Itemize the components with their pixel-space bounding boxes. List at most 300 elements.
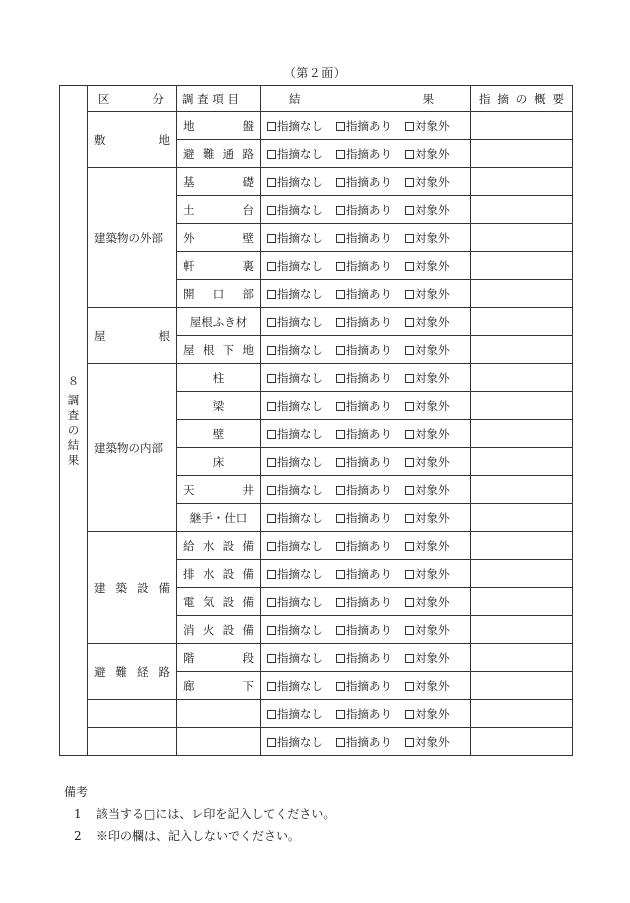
checkbox-icon[interactable] xyxy=(267,318,276,327)
item-char: 床 xyxy=(212,454,225,469)
item-cell xyxy=(177,392,261,420)
item-char: 路 xyxy=(242,146,254,161)
result-option[interactable] xyxy=(336,622,392,638)
checkbox-icon[interactable] xyxy=(267,402,276,411)
table-row xyxy=(60,644,573,672)
result-option[interactable] xyxy=(405,538,450,554)
checkbox-icon[interactable] xyxy=(336,570,345,579)
section-label xyxy=(68,374,80,468)
page-number-label: （第２面） xyxy=(283,66,347,80)
category-cell xyxy=(88,532,177,644)
item-cell xyxy=(177,336,261,364)
item-char: 段 xyxy=(242,650,254,665)
item-char: 地 xyxy=(242,342,254,357)
remarks-field[interactable] xyxy=(471,196,573,224)
result-option[interactable] xyxy=(267,174,323,190)
item-char: 備 xyxy=(242,594,254,609)
remarks-field[interactable] xyxy=(471,700,573,728)
result-option-label: 指摘なし xyxy=(277,538,323,553)
checkbox-icon[interactable] xyxy=(267,682,276,691)
result-option[interactable] xyxy=(405,370,450,386)
result-options xyxy=(261,448,471,476)
checkbox-icon[interactable] xyxy=(405,346,414,355)
checkbox-icon[interactable] xyxy=(405,318,414,327)
result-options xyxy=(261,392,471,420)
result-option-label: 指摘あり xyxy=(346,454,392,469)
result-option-label: 指摘あり xyxy=(346,174,392,189)
result-option-label: 指摘なし xyxy=(277,454,323,469)
result-option[interactable] xyxy=(267,370,323,386)
checkbox-icon[interactable] xyxy=(405,374,414,383)
category-cell xyxy=(88,168,177,308)
blank-row xyxy=(60,728,573,756)
result-option[interactable] xyxy=(267,706,323,722)
result-option-label: 対象外 xyxy=(415,342,450,357)
result-option-label: 対象外 xyxy=(415,146,450,161)
item-char: 天 xyxy=(183,482,195,497)
result-option[interactable] xyxy=(267,202,323,218)
note-number: 2 xyxy=(74,829,82,843)
section-label-char: ８ xyxy=(67,373,80,388)
item-cell xyxy=(177,112,261,140)
result-option[interactable] xyxy=(405,426,450,442)
category-char: 地 xyxy=(158,132,170,147)
result-option[interactable] xyxy=(405,566,450,582)
result-option[interactable] xyxy=(405,146,450,162)
remarks-field[interactable] xyxy=(471,448,573,476)
result-option[interactable] xyxy=(336,398,392,414)
result-option-label: 指摘なし xyxy=(277,706,323,721)
result-option[interactable] xyxy=(267,342,323,358)
item-cell xyxy=(177,168,261,196)
note-number: 1 xyxy=(74,807,82,821)
result-option[interactable] xyxy=(267,538,323,554)
checkbox-icon[interactable] xyxy=(267,542,276,551)
result-option[interactable] xyxy=(336,454,392,470)
result-option[interactable] xyxy=(336,202,392,218)
remarks-field[interactable] xyxy=(471,224,573,252)
result-option-label: 指摘あり xyxy=(346,370,392,385)
checkbox-icon[interactable] xyxy=(405,654,414,663)
checkbox-icon[interactable] xyxy=(267,598,276,607)
blank-category-field[interactable] xyxy=(88,700,177,728)
note-line xyxy=(64,803,335,825)
checkbox-icon[interactable] xyxy=(336,486,345,495)
checkbox-icon[interactable] xyxy=(267,206,276,215)
result-option[interactable] xyxy=(336,650,392,666)
item-cell xyxy=(177,476,261,504)
result-option-label: 対象外 xyxy=(415,426,450,441)
result-option-label: 指摘なし xyxy=(277,566,323,581)
checkbox-icon[interactable] xyxy=(267,486,276,495)
checkbox-icon[interactable] xyxy=(336,318,345,327)
remarks-field[interactable] xyxy=(471,616,573,644)
result-option-label: 対象外 xyxy=(415,454,450,469)
checkbox-icon[interactable] xyxy=(405,598,414,607)
remarks-field[interactable] xyxy=(471,532,573,560)
checkbox-icon[interactable] xyxy=(336,122,345,131)
result-option[interactable] xyxy=(405,454,450,470)
remarks-field[interactable] xyxy=(471,672,573,700)
checkbox-icon[interactable] xyxy=(405,150,414,159)
blank-item-field[interactable] xyxy=(177,700,261,728)
result-option[interactable] xyxy=(336,258,392,274)
checkbox-icon[interactable] xyxy=(336,290,345,299)
item-char: 排 xyxy=(183,566,195,581)
item-cell xyxy=(177,644,261,672)
result-option-label: 指摘なし xyxy=(277,678,323,693)
remarks-field[interactable] xyxy=(471,588,573,616)
result-options xyxy=(261,252,471,280)
checkbox-icon[interactable] xyxy=(267,122,276,131)
notes-title: 備考 xyxy=(64,785,89,799)
result-option[interactable] xyxy=(267,258,323,274)
checkbox-icon[interactable] xyxy=(267,150,276,159)
checkbox-icon[interactable] xyxy=(267,626,276,635)
item-cell xyxy=(177,672,261,700)
result-options xyxy=(261,672,471,700)
result-option[interactable] xyxy=(267,566,323,582)
checkbox-icon[interactable] xyxy=(267,430,276,439)
checkbox-icon[interactable] xyxy=(405,570,414,579)
result-option[interactable] xyxy=(336,482,392,498)
header-category-char: 区 xyxy=(98,91,110,106)
result-option[interactable] xyxy=(336,678,392,694)
note-text: 該当する□には、レ印を記入してください。 xyxy=(96,807,336,821)
item-cell xyxy=(177,532,261,560)
remarks-field[interactable] xyxy=(471,392,573,420)
result-option[interactable] xyxy=(405,230,450,246)
checkbox-icon[interactable] xyxy=(405,710,414,719)
result-option-label: 指摘あり xyxy=(346,286,392,301)
checkbox-icon[interactable] xyxy=(267,738,276,747)
result-option[interactable] xyxy=(405,286,450,302)
remarks-field[interactable] xyxy=(471,280,573,308)
remarks-field[interactable] xyxy=(471,504,573,532)
checkbox-icon[interactable] xyxy=(336,598,345,607)
category-char: 建 xyxy=(94,580,106,595)
item-char: 設 xyxy=(222,594,235,609)
result-option-label: 指摘あり xyxy=(346,230,392,245)
category-char: 築 xyxy=(115,580,127,595)
result-option[interactable] xyxy=(336,174,392,190)
result-option[interactable] xyxy=(267,734,323,750)
checkbox-icon[interactable] xyxy=(267,458,276,467)
section-label-char: の xyxy=(67,422,80,437)
checkbox-icon[interactable] xyxy=(336,430,345,439)
item-char: 柱 xyxy=(212,370,225,385)
checkbox-icon[interactable] xyxy=(336,738,345,747)
item-char: 備 xyxy=(242,566,254,581)
checkbox-icon[interactable] xyxy=(267,178,276,187)
item-char: 梁 xyxy=(212,398,225,413)
category-cell xyxy=(88,644,177,700)
result-options xyxy=(261,196,471,224)
item-char: 通 xyxy=(222,146,235,161)
item-cell xyxy=(177,420,261,448)
item-char: 壁 xyxy=(212,426,225,441)
table-row xyxy=(60,532,573,560)
result-option-label: 対象外 xyxy=(415,566,450,581)
checkbox-icon[interactable] xyxy=(336,710,345,719)
item-char: 水 xyxy=(202,566,215,581)
item-char: 消 xyxy=(183,622,195,637)
checkbox-icon[interactable] xyxy=(267,262,276,271)
result-option[interactable] xyxy=(336,230,392,246)
blank-item-field[interactable] xyxy=(177,728,261,756)
remarks-field[interactable] xyxy=(471,364,573,392)
checkbox-icon[interactable] xyxy=(336,150,345,159)
result-option[interactable] xyxy=(336,426,392,442)
result-option[interactable] xyxy=(405,734,450,750)
item-cell xyxy=(177,252,261,280)
section-label-char: 査 xyxy=(67,407,80,422)
result-option[interactable] xyxy=(267,622,323,638)
result-options xyxy=(261,588,471,616)
result-option[interactable] xyxy=(336,538,392,554)
result-option[interactable] xyxy=(267,482,323,498)
item-char: 廊 xyxy=(183,678,195,693)
result-option[interactable] xyxy=(405,510,450,526)
result-option[interactable] xyxy=(267,314,323,330)
checkbox-icon[interactable] xyxy=(405,458,414,467)
remarks-field[interactable] xyxy=(471,252,573,280)
result-option-label: 指摘なし xyxy=(277,622,323,637)
item-cell xyxy=(177,308,261,336)
result-option-label: 指摘あり xyxy=(346,538,392,553)
result-option[interactable] xyxy=(405,622,450,638)
result-options xyxy=(261,616,471,644)
result-option-label: 対象外 xyxy=(415,650,450,665)
result-option[interactable] xyxy=(405,594,450,610)
item-cell xyxy=(177,588,261,616)
item-char: 屋根ふき材 xyxy=(189,314,248,329)
result-option-label: 指摘なし xyxy=(277,510,323,525)
remarks-field[interactable] xyxy=(471,644,573,672)
result-options xyxy=(261,420,471,448)
result-option[interactable] xyxy=(405,650,450,666)
item-char: 避 xyxy=(183,146,195,161)
table-row xyxy=(60,364,573,392)
result-option-label: 対象外 xyxy=(415,538,450,553)
checkbox-icon[interactable] xyxy=(405,402,414,411)
result-option[interactable] xyxy=(405,482,450,498)
section-label-char: 果 xyxy=(67,452,80,467)
result-option[interactable] xyxy=(336,734,392,750)
result-option-label: 指摘あり xyxy=(346,594,392,609)
result-option-label: 指摘あり xyxy=(346,510,392,525)
result-options xyxy=(261,476,471,504)
category-char: 路 xyxy=(158,664,170,679)
result-option[interactable] xyxy=(336,370,392,386)
result-option[interactable] xyxy=(267,650,323,666)
result-option[interactable] xyxy=(267,398,323,414)
checkbox-icon[interactable] xyxy=(267,654,276,663)
checkbox-icon[interactable] xyxy=(267,290,276,299)
result-option-label: 指摘なし xyxy=(277,286,323,301)
item-char: 壁 xyxy=(242,230,254,245)
result-options xyxy=(261,336,471,364)
result-option[interactable] xyxy=(405,314,450,330)
result-option[interactable] xyxy=(405,258,450,274)
result-option[interactable] xyxy=(405,706,450,722)
result-option[interactable] xyxy=(267,230,323,246)
checkbox-icon[interactable] xyxy=(405,178,414,187)
category-char: 備 xyxy=(158,580,170,595)
remarks-field[interactable] xyxy=(471,168,573,196)
result-option[interactable] xyxy=(336,118,392,134)
result-options xyxy=(261,280,471,308)
item-char: 設 xyxy=(222,538,235,553)
checkbox-icon[interactable] xyxy=(405,290,414,299)
result-option-label: 対象外 xyxy=(415,370,450,385)
category-char: 避 xyxy=(94,664,106,679)
checkbox-icon[interactable] xyxy=(405,122,414,131)
result-option-label: 指摘あり xyxy=(346,734,392,749)
result-option[interactable] xyxy=(336,594,392,610)
result-option[interactable] xyxy=(267,146,323,162)
remarks-field[interactable] xyxy=(471,336,573,364)
result-option[interactable] xyxy=(267,118,323,134)
item-char: 土 xyxy=(183,202,195,217)
remarks-field[interactable] xyxy=(471,112,573,140)
result-option-label: 指摘なし xyxy=(277,118,323,133)
remarks-field[interactable] xyxy=(471,140,573,168)
item-char: 設 xyxy=(222,566,235,581)
result-options xyxy=(261,728,471,756)
checkbox-icon[interactable] xyxy=(336,458,345,467)
item-cell xyxy=(177,196,261,224)
checkbox-icon[interactable] xyxy=(267,514,276,523)
category-char: 設 xyxy=(137,580,149,595)
checkbox-icon[interactable] xyxy=(405,430,414,439)
checkbox-icon[interactable] xyxy=(267,346,276,355)
checkbox-icon[interactable] xyxy=(405,626,414,635)
result-option[interactable] xyxy=(405,678,450,694)
result-option[interactable] xyxy=(267,426,323,442)
result-option[interactable] xyxy=(336,566,392,582)
result-option[interactable] xyxy=(405,398,450,414)
checkbox-icon[interactable] xyxy=(405,542,414,551)
result-option[interactable] xyxy=(267,454,323,470)
result-option[interactable] xyxy=(267,510,323,526)
result-option-label: 指摘あり xyxy=(346,706,392,721)
remarks-field[interactable] xyxy=(471,308,573,336)
result-option-label: 指摘あり xyxy=(346,650,392,665)
item-char: 設 xyxy=(222,622,235,637)
remarks-field[interactable] xyxy=(471,476,573,504)
result-option-label: 対象外 xyxy=(415,118,450,133)
checkbox-icon[interactable] xyxy=(336,626,345,635)
checkbox-icon[interactable] xyxy=(336,346,345,355)
result-option-label: 指摘あり xyxy=(346,118,392,133)
remarks-field[interactable] xyxy=(471,420,573,448)
checkbox-icon[interactable] xyxy=(405,206,414,215)
result-options xyxy=(261,140,471,168)
header-category xyxy=(88,86,177,112)
item-char: 軒 xyxy=(183,258,195,273)
item-char: 備 xyxy=(242,538,254,553)
checkbox-icon[interactable] xyxy=(405,738,414,747)
result-option[interactable] xyxy=(336,286,392,302)
result-option-label: 指摘なし xyxy=(277,230,323,245)
result-option-label: 対象外 xyxy=(415,594,450,609)
checkbox-icon[interactable] xyxy=(267,374,276,383)
checkbox-icon[interactable] xyxy=(336,514,345,523)
checkbox-icon[interactable] xyxy=(405,234,414,243)
result-option-label: 対象外 xyxy=(415,230,450,245)
result-option[interactable] xyxy=(336,510,392,526)
item-char: 根 xyxy=(202,342,215,357)
table-row xyxy=(60,168,573,196)
item-cell xyxy=(177,560,261,588)
checkbox-icon[interactable] xyxy=(267,234,276,243)
result-option[interactable] xyxy=(336,706,392,722)
result-options xyxy=(261,532,471,560)
result-option[interactable] xyxy=(267,286,323,302)
checkbox-icon[interactable] xyxy=(405,514,414,523)
header-result-char: 結 xyxy=(289,91,301,106)
result-option-label: 指摘あり xyxy=(346,202,392,217)
result-option[interactable] xyxy=(267,678,323,694)
result-option-label: 指摘なし xyxy=(277,342,323,357)
checkbox-icon[interactable] xyxy=(336,262,345,271)
result-option[interactable] xyxy=(336,342,392,358)
remarks-field[interactable] xyxy=(471,560,573,588)
result-option-label: 指摘あり xyxy=(346,426,392,441)
checkbox-icon[interactable] xyxy=(336,374,345,383)
header-category-char: 分 xyxy=(152,91,164,106)
result-option-label: 指摘あり xyxy=(346,314,392,329)
table-header-row xyxy=(60,86,573,112)
result-option[interactable] xyxy=(267,594,323,610)
result-option[interactable] xyxy=(405,202,450,218)
result-option[interactable] xyxy=(405,342,450,358)
checkbox-icon[interactable] xyxy=(336,542,345,551)
item-cell xyxy=(177,364,261,392)
checkbox-icon[interactable] xyxy=(336,402,345,411)
remarks-field[interactable] xyxy=(471,728,573,756)
category-label: 建築物の外部 xyxy=(94,230,163,245)
result-option[interactable] xyxy=(336,314,392,330)
checkbox-icon[interactable] xyxy=(336,654,345,663)
result-option-label: 指摘あり xyxy=(346,146,392,161)
checkbox-icon[interactable] xyxy=(405,682,414,691)
result-option[interactable] xyxy=(336,146,392,162)
checkbox-icon[interactable] xyxy=(267,710,276,719)
result-options xyxy=(261,224,471,252)
item-cell xyxy=(177,616,261,644)
result-option-label: 対象外 xyxy=(415,314,450,329)
result-option[interactable] xyxy=(405,174,450,190)
result-option[interactable] xyxy=(405,118,450,134)
checkbox-icon[interactable] xyxy=(336,206,345,215)
item-cell xyxy=(177,224,261,252)
checkbox-icon[interactable] xyxy=(336,682,345,691)
blank-category-field[interactable] xyxy=(88,728,177,756)
item-char: 屋 xyxy=(183,342,195,357)
result-option-label: 指摘あり xyxy=(346,566,392,581)
checkbox-icon[interactable] xyxy=(405,262,414,271)
checkbox-icon[interactable] xyxy=(336,234,345,243)
item-char: 台 xyxy=(242,202,254,217)
checkbox-icon[interactable] xyxy=(267,570,276,579)
item-char: 階 xyxy=(183,650,195,665)
item-char: 基 xyxy=(183,174,195,189)
checkbox-icon[interactable] xyxy=(405,486,414,495)
checkbox-icon[interactable] xyxy=(336,178,345,187)
item-char: 部 xyxy=(242,286,254,301)
